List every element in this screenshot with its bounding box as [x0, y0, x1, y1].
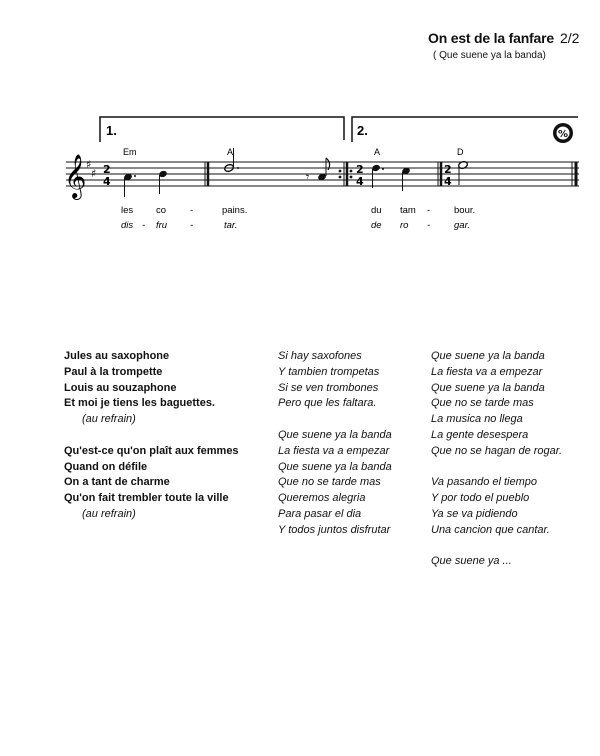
refrain-note: (au refrain) — [82, 507, 136, 520]
verse-line: Va pasando el tiempo — [431, 476, 537, 489]
verse-line: Que no se hagan de rogar. — [431, 444, 563, 457]
volta-bracket-1 — [100, 117, 344, 142]
verse-line: Paul à la trompette — [64, 365, 163, 378]
verse-line: Para pasar el dia — [278, 507, 362, 520]
song-title: On est de la fanfare — [428, 30, 554, 46]
verse-line: Y por todo el pueblo — [431, 492, 530, 505]
sharp-icon: ♯ — [91, 167, 97, 180]
lyric-syllable: - — [190, 205, 194, 216]
song-subtitle: ( Que suene ya la banda) — [433, 50, 546, 61]
volta-label-2: 2. — [357, 123, 368, 138]
note — [317, 158, 329, 181]
note — [158, 170, 168, 194]
sharp-icon: ♯ — [86, 158, 92, 171]
lyric-syllable: co — [156, 205, 167, 216]
chord-symbol: A — [374, 147, 381, 157]
lyric-syllable: tam — [400, 205, 416, 216]
verse-line: Qu'on fait trembler toute la ville — [64, 492, 229, 505]
verse-line: Que no se tarde mas — [431, 397, 534, 410]
rest-icon: 𝄾 — [306, 170, 310, 184]
lyric-syllable: de — [371, 220, 382, 231]
verse-line: Ya se va pidiendo — [431, 507, 518, 520]
lyric-syllable: pains. — [222, 205, 248, 216]
refrain-note: (au refrain) — [82, 413, 136, 426]
spanish-verses-col1 — [278, 349, 392, 539]
verse-line: Que no se tarde mas — [278, 476, 381, 489]
verse-line: Quand on défile — [64, 460, 148, 473]
time-signature-top: 2 — [103, 163, 111, 176]
volta-label-1: 1. — [106, 123, 117, 138]
verse-line: Que suene ya ... — [431, 555, 512, 568]
note — [458, 160, 469, 185]
verse-line: La fiesta va a empezar — [278, 444, 390, 457]
chord-symbol: D — [457, 147, 464, 157]
verse-line: Que suene ya la banda — [431, 381, 545, 394]
time-signature-bottom: 4 — [444, 175, 452, 188]
verse-line: Que suene ya la banda — [278, 460, 392, 473]
verse-line: Y todos juntos disfrutar — [278, 523, 391, 536]
verse-line: Que suene ya la banda — [431, 350, 545, 362]
verse-line: Et moi je tiens les baguettes. — [64, 397, 215, 410]
verse-line: Pero que les faltara. — [278, 397, 377, 410]
lyric-syllable: gar. — [454, 220, 471, 231]
svg-text:%: % — [557, 129, 569, 140]
page-number: 2/2 — [560, 30, 580, 46]
lyric-syllable: du — [371, 205, 382, 216]
verse-line: Queremos alegria — [278, 492, 366, 505]
note — [123, 173, 136, 197]
verse-line: La musica no llega — [431, 413, 523, 426]
verse-line: On a tant de charme — [64, 476, 170, 489]
verse-line: Si se ven trombones — [278, 381, 379, 394]
lyric-syllable: les — [121, 205, 134, 216]
verse-line: Si hay saxofones — [278, 350, 362, 362]
lyric-syllable: - — [427, 205, 431, 216]
verse-line: Una cancion que cantar. — [431, 523, 550, 536]
time-signature-top: 2 — [444, 163, 452, 176]
music-score — [0, 100, 600, 240]
treble-clef-icon: 𝄞 — [64, 154, 87, 198]
french-verses — [64, 349, 239, 523]
verse-line: Y tambien trompetas — [278, 365, 380, 378]
lyric-syllable: - — [142, 220, 146, 231]
lyric-syllable: - — [190, 220, 194, 231]
verse-line: Louis au souzaphone — [64, 381, 177, 394]
coda-icon — [553, 123, 573, 143]
note — [401, 167, 411, 191]
time-signature-bottom: 4 — [356, 175, 364, 188]
verse-line: Jules au saxophone — [64, 350, 170, 362]
lyric-syllable: dis — [121, 220, 134, 231]
verse-line: Qu'est-ce qu'on plaît aux femmes — [64, 444, 239, 457]
lyric-syllable: bour. — [454, 205, 476, 216]
lyric-syllable: tar. — [224, 220, 238, 231]
note — [371, 164, 384, 188]
time-signature-bottom: 4 — [103, 175, 111, 188]
chord-symbol: Em — [123, 147, 137, 157]
lyric-syllable: fru — [156, 220, 168, 231]
verse-line: Que suene ya la banda — [278, 428, 392, 441]
time-signature-top: 2 — [356, 163, 364, 176]
spanish-verses-col2 — [431, 349, 562, 570]
lyric-syllable: - — [427, 220, 431, 231]
lyric-syllable: ro — [400, 220, 409, 231]
verse-line: La gente desespera — [431, 428, 529, 441]
verse-line: La fiesta va a empezar — [431, 365, 543, 378]
chord-symbol: A — [227, 147, 234, 157]
volta-bracket-2 — [352, 117, 578, 142]
